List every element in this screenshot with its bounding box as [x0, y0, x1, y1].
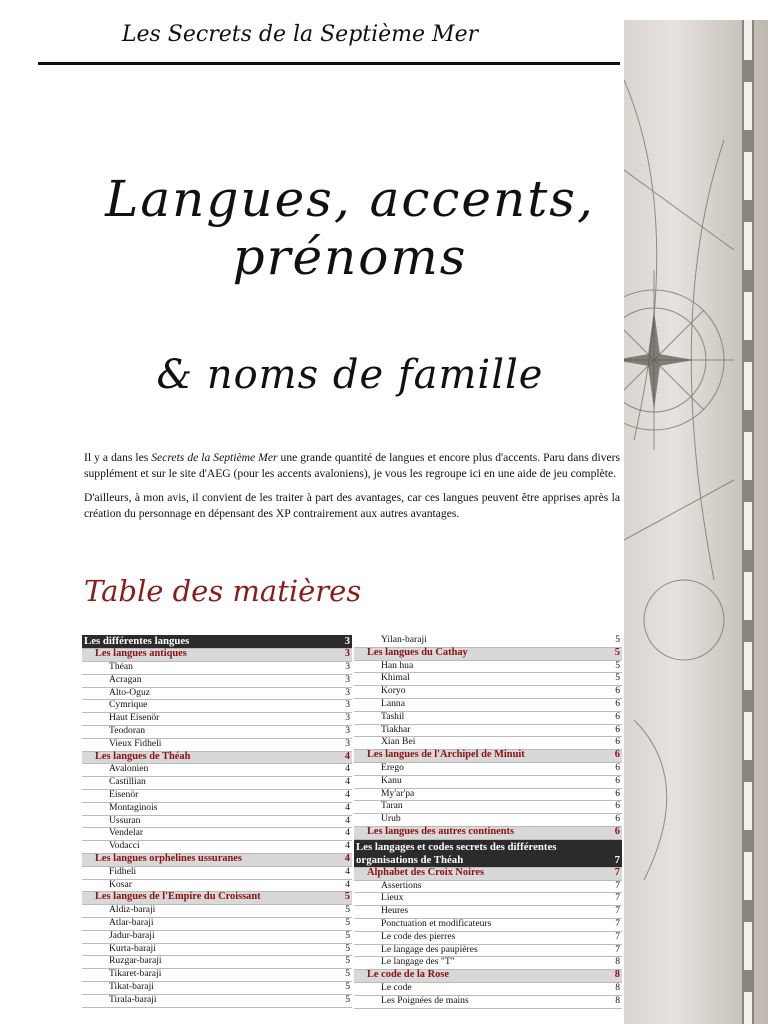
toc-entry-label: Taran — [381, 800, 403, 812]
toc-entry-page: 3 — [345, 686, 350, 698]
toc-entry-label: Acragan — [109, 673, 142, 685]
toc-entry-label: Eisenör — [109, 788, 139, 800]
toc-entry-label: Tiakhar — [381, 723, 411, 735]
intro-text — [84, 450, 620, 530]
toc-entry-page: 6 — [615, 697, 620, 709]
toc-entry-page: 6 — [615, 813, 620, 825]
toc-entry-label: Alto-Oguz — [109, 686, 151, 698]
toc-entry-label: Lanna — [381, 697, 405, 709]
toc-entry-page: 6 — [615, 723, 620, 735]
toc-entry-page: 6 — [614, 749, 620, 761]
toc-entry-label: Urub — [381, 813, 401, 825]
toc-entry-label: Les langues du Cathay — [367, 646, 468, 658]
toc-entry-page: 5 — [614, 646, 620, 658]
toc-entry-label: Tikat-baraji — [109, 980, 154, 992]
toc-entry-label: Khimal — [381, 672, 410, 684]
toc-entry-page: 4 — [345, 814, 350, 826]
toc-entry-label: Erego — [381, 761, 404, 773]
toc-entry-page: 4 — [344, 852, 350, 864]
toc-entry-page: 3 — [345, 712, 350, 724]
toc-entry-page: 7 — [615, 879, 620, 891]
document-title-line-2: & noms de famille — [156, 352, 544, 398]
toc-entry-page: 5 — [615, 659, 620, 671]
toc-entry-level-1[interactable] — [82, 635, 352, 649]
toc-entry-label: Tirala-baraji — [109, 993, 157, 1005]
toc-entry-page: 4 — [345, 827, 350, 839]
toc-entry-label: Yilan-baraji — [381, 634, 427, 645]
toc-entry-label: Avalonien — [109, 763, 149, 775]
toc-entry-page: 3 — [344, 648, 350, 660]
toc-entry-label: Les langues orphelines ussuranes — [95, 852, 242, 864]
toc-entry-label: Assertions — [381, 879, 422, 891]
decorative-compass-border — [624, 20, 768, 1024]
toc-entry-label: Atlar-baraji — [109, 916, 154, 928]
toc-entry-label: Cymrique — [109, 699, 148, 711]
toc-entry-label: Les différentes langues — [84, 634, 190, 647]
toc-entry-page: 4 — [345, 788, 350, 800]
toc-entry-page: 3 — [344, 634, 350, 647]
toc-entry-page: 3 — [345, 660, 350, 672]
toc-entry-label: Han hua — [381, 659, 414, 671]
toc-entry-page: 4 — [344, 750, 350, 762]
toc-entry-page: 6 — [614, 825, 620, 837]
toc-entry-page: 5 — [345, 968, 350, 980]
toc-heading: Table des matières — [84, 574, 362, 608]
toc-entry-label: Montaginois — [109, 801, 158, 813]
toc-entry-page: 6 — [615, 774, 620, 786]
toc-entry-page: 5 — [344, 891, 350, 903]
toc-column-left — [82, 635, 352, 1008]
toc-entry-label: Ussuran — [109, 814, 141, 826]
toc-entry-page: 7 — [615, 930, 620, 942]
toc-entry-label: Aldiz-baraji — [109, 904, 156, 916]
toc-entry-label: Lieux — [381, 892, 404, 904]
toc-entry-label: Les Poignées de mains — [381, 994, 469, 1006]
toc-entry-page: 4 — [345, 763, 350, 775]
toc-entry-label: Le code des pierres — [381, 930, 456, 942]
toc-entry-level-3[interactable] — [354, 996, 622, 1009]
book-title-emphasis: Secrets de la Septième Mer — [151, 451, 278, 464]
running-header: Les Secrets de la Septième Mer — [121, 22, 479, 47]
toc-entry-page: 4 — [345, 865, 350, 877]
toc-entry-page: 4 — [345, 801, 350, 813]
toc-entry-page: 5 — [345, 980, 350, 992]
toc-entry-label: Ruzgar-baraji — [109, 955, 162, 967]
toc-entry-level-2[interactable] — [354, 827, 622, 840]
toc-entry-label: Ponctuation et modificateurs — [381, 917, 492, 929]
intro-paragraph-1: Il y a dans les Secrets de la Septième Mer une grande quantité de langues et encore plus d'accents. Paru dans divers supplément et sur le site d'AEG (pour les accents avaloniens), je vous les regroupe ici en une aide de jeu complète. — [84, 451, 621, 480]
toc-entry-page: 7 — [615, 905, 620, 917]
toc-entry-page: 6 — [615, 800, 620, 812]
toc-entry-page: 6 — [615, 685, 620, 697]
toc-entry-page: 5 — [345, 942, 350, 954]
toc-entry-label: Jadur-baraji — [109, 929, 155, 941]
toc-entry-label: Haut Eisenör — [109, 712, 160, 724]
toc-entry-page: 7 — [615, 917, 620, 929]
toc-entry-page: 8 — [615, 956, 620, 968]
toc-entry-page: 7 — [615, 943, 620, 955]
toc-entry-page: 8 — [615, 981, 620, 993]
toc-entry-page: 7 — [614, 866, 620, 878]
toc-entry-label: Vodacci — [109, 840, 140, 852]
toc-entry-page: 6 — [615, 761, 620, 773]
toc-entry-level-1[interactable] — [354, 840, 622, 868]
toc-entry-label: Vieux Fidheli — [109, 737, 162, 749]
toc-entry-label: Xian Bei — [381, 736, 416, 748]
toc-entry-label: Le langage des "T" — [381, 956, 455, 968]
toc-entry-page: 5 — [345, 929, 350, 941]
toc-entry-label: Kosar — [109, 878, 132, 890]
toc-entry-page: 3 — [345, 673, 350, 685]
toc-entry-page: 5 — [615, 634, 620, 645]
toc-entry-label: Théan — [109, 660, 133, 672]
header-rule — [38, 62, 620, 65]
toc-entry-page: 4 — [345, 840, 350, 852]
toc-entry-page: 3 — [345, 737, 350, 749]
toc-entry-label: Les langues de l'Empire du Croissant — [95, 891, 261, 903]
toc-entry-label: Castillian — [109, 776, 146, 788]
toc-entry-label: Les langages et codes secrets des différentes organisations de Théah — [356, 840, 557, 866]
toc-entry-page: 5 — [345, 993, 350, 1005]
toc-entry-label: Les langues de Théah — [95, 750, 191, 762]
toc-entry-label: Kurta-baraji — [109, 942, 156, 954]
toc-entry-page: 5 — [345, 955, 350, 967]
intro-paragraph-2: D'ailleurs, à mon avis, il convient de les traiter à part des avantages, car ces langues peuvent être apprises après la création du personnage en dépensant des XP contrairement aux autres avantages. — [84, 491, 620, 520]
toc-entry-label: Le langage des paupières — [381, 943, 478, 955]
toc-entry-label: Le code — [381, 981, 412, 993]
toc-entry-page: 7 — [614, 853, 620, 866]
toc-entry-label: Vendelar — [109, 827, 144, 839]
toc-entry-label: Le code de la Rose — [367, 969, 449, 981]
toc-entry-label: Les langues des autres continents — [367, 825, 515, 837]
toc-entry-page: 3 — [345, 724, 350, 736]
toc-entry-page: 5 — [345, 916, 350, 928]
toc-entry-level-3[interactable] — [82, 995, 352, 1008]
toc-entry-label: Kanu — [381, 774, 402, 786]
toc-entry-page: 8 — [615, 994, 620, 1006]
document-title-line-1: Langues, accents, prénoms — [105, 170, 595, 286]
toc-entry-label: Les langues de l'Archipel de Minuit — [367, 749, 525, 761]
toc-entry-page: 6 — [615, 787, 620, 799]
toc-entry-label: Fidheli — [109, 865, 137, 877]
toc-entry-label: My'ar'pa — [381, 787, 415, 799]
compass-rose-icon — [624, 20, 768, 1024]
toc-entry-label: Alphabet des Croix Noires — [367, 866, 485, 878]
toc-entry-label: Tikaret-baraji — [109, 968, 162, 980]
toc-entry-page: 8 — [614, 969, 620, 981]
toc-entry-page: 5 — [345, 904, 350, 916]
toc-entry-page: 7 — [615, 892, 620, 904]
toc-entry-page: 3 — [345, 699, 350, 711]
toc-entry-page: 5 — [615, 672, 620, 684]
toc-entry-page: 4 — [345, 776, 350, 788]
toc-entry-label: Koryo — [381, 685, 406, 697]
toc-entry-label: Les langues antiques — [95, 648, 187, 660]
toc-entry-page: 4 — [345, 878, 350, 890]
toc-entry-page: 6 — [615, 710, 620, 722]
toc-entry-label: Tashil — [381, 710, 405, 722]
toc-entry-label: Heures — [381, 905, 409, 917]
toc-entry-label: Teodoran — [109, 724, 146, 736]
toc-column-right — [354, 635, 622, 1009]
toc-entry-page: 6 — [615, 736, 620, 748]
